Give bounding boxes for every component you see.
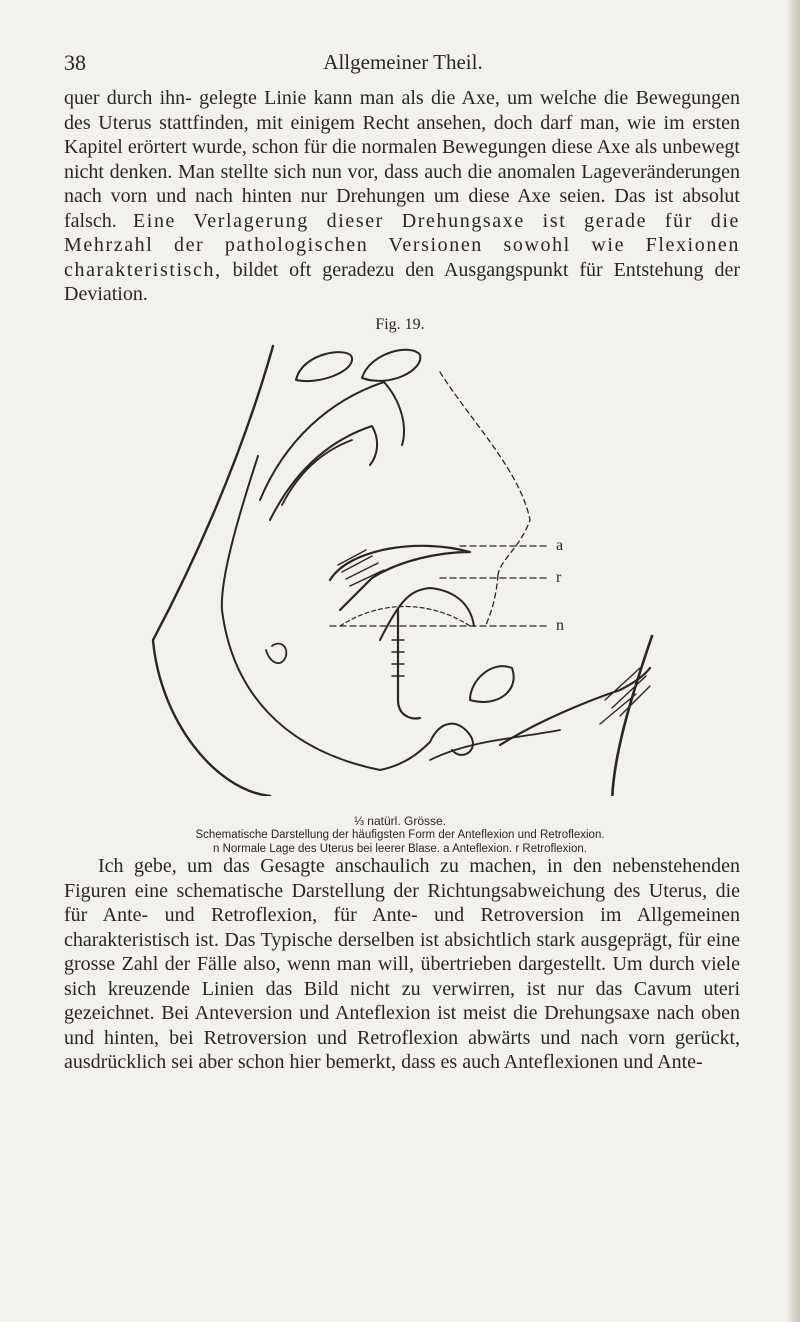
- label-n: n: [556, 617, 564, 634]
- dashed-inner: [340, 607, 470, 627]
- top-oval-right: [362, 350, 420, 381]
- retroflexed-uterus: [380, 588, 474, 640]
- page-number: 38: [64, 50, 86, 75]
- paragraph-1-text-a: quer durch ihn- gelegte Linie kann man als die Axe, um welche die Bewegungen des Uterus stattfinden, mit einigem Recht ansehen, doch darf man, wie im ersten Kapitel erörtert wurde, schon für die normalen Bewegungen diese Axe als unbewegt nicht denken. Man stellte sich nun vor, dass auch die anomalen Lageveränderungen nach vorn und nach hinten nur Drehungen um diese Axe seien. Das ist absolut falsch.: [64, 87, 740, 232]
- cervix-loop-1: [266, 644, 286, 663]
- paragraph-2: Ich gebe, um das Gesagte anschaulich zu machen, in den nebenstehenden Figuren eine schematische Darstellung der Richtungsabweichung des Uterus, die für Ante- und Retroflexion, für Ante- und Retroversion im Allgemeinen charakteristisch ist. Das Typische derselben ist absichtlich stark ausgeprägt, für eine grosse Zahl der Fälle also, wenn man will, übertrieben dargestellt. Um durch viele sich kreuzende Linien das Bild nicht zu verwirren, ist nur das Cavum uteri gezeichnet. Bei Anteversion und Anteflexion ist meist die Drehungsaxe nach oben und hinten, bei Retroversion und Retroflexion abwärts und nach vorn gerückt, ausdrücklich sei aber schon hier bemerkt, dass es auch Anteflexionen und Ante-: [64, 855, 740, 1073]
- figure-caption-line-2: n Normale Lage des Uterus bei leerer Blase. a Anteflexion. r Retroflexion.: [213, 843, 587, 855]
- outer-left-contour: [153, 346, 273, 796]
- posterior-wall: [612, 636, 652, 796]
- anteflexed-uterus: [330, 546, 470, 610]
- bladder-fold-upper: [260, 382, 404, 500]
- figure-scale: ⅓ natürl. Grösse.: [353, 814, 447, 828]
- lower-fold: [430, 730, 560, 760]
- bladder-fold-lower: [270, 426, 377, 520]
- anteflexed-hatching: [338, 550, 384, 586]
- axis-line: [440, 372, 530, 575]
- label-r: r: [556, 569, 562, 586]
- uterus-diagram: [0, 336, 800, 796]
- axis-line-2: [486, 575, 498, 625]
- paragraph-1: [64, 86, 740, 307]
- label-a: a: [556, 537, 564, 554]
- bladder-fold-inner: [282, 440, 352, 505]
- page-header: [64, 50, 742, 80]
- figure-label: Fig. 19.: [375, 316, 425, 333]
- paragraph-1-spaced-emphasis: Eine Verlagerung dieser Drehungsaxe ist gerade für die Mehrzahl der pathologischen Versionen sowohl wie Flexionen charakteristisch,: [64, 209, 740, 281]
- cervix-loop-2: [470, 666, 514, 702]
- figure-caption-line-1: Schematische Darstellung der häufigsten Form der Anteflexion und Retroflexion.: [195, 829, 605, 841]
- running-title: Allgemeiner Theil.: [323, 50, 483, 74]
- top-oval-left: [296, 352, 352, 381]
- paragraph-1-text-b: bildet oft geradezu den Ausgangspunkt für Entstehung der Deviation.: [64, 258, 741, 305]
